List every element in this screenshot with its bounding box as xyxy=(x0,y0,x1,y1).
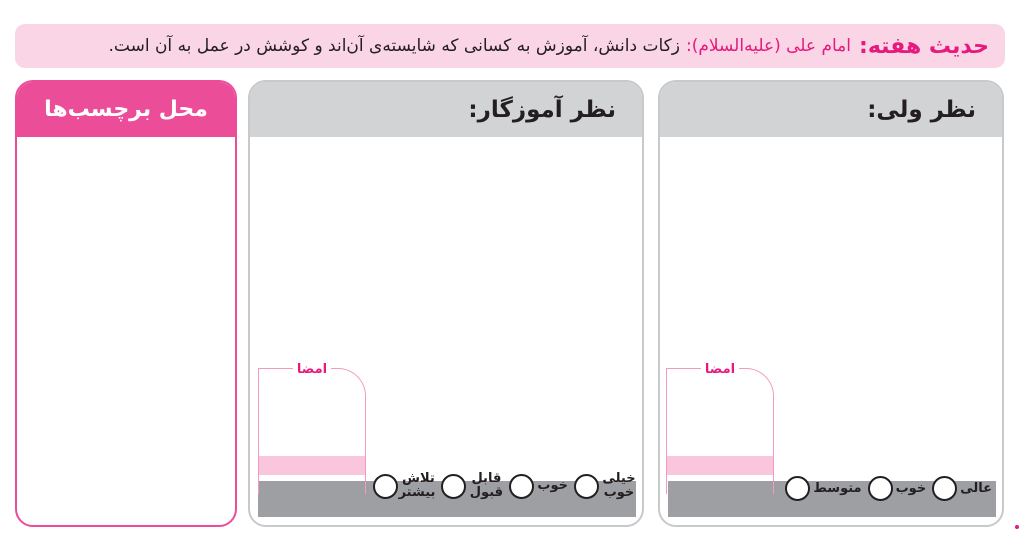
parent-rating-good-label: خوب xyxy=(895,480,927,496)
parent-opinion-title: نظر ولی: xyxy=(660,82,1002,137)
parent-rating-good-radio[interactable] xyxy=(868,476,893,501)
parent-signature-band xyxy=(667,456,773,475)
parent-ratings xyxy=(779,476,992,501)
teacher-rating-acceptable[interactable] xyxy=(441,472,503,500)
hadith-banner xyxy=(15,24,1005,68)
teacher-rating-more-effort[interactable] xyxy=(373,472,435,500)
teacher-opinion-title: نظر آموزگار: xyxy=(250,82,642,137)
parent-rating-excellent[interactable] xyxy=(932,476,992,501)
sticker-box-title: محل برچسب‌ها xyxy=(17,82,235,137)
teacher-rating-acceptable-label: قابل قبول xyxy=(469,471,504,500)
teacher-rating-more-effort-radio[interactable] xyxy=(373,474,398,499)
teacher-rating-acceptable-radio[interactable] xyxy=(441,474,466,499)
page-mark xyxy=(1015,525,1019,529)
parent-rating-good[interactable] xyxy=(868,476,927,501)
teacher-signature-area[interactable] xyxy=(258,362,366,494)
parent-opinion-box xyxy=(658,80,1004,527)
teacher-signature-label: امضا xyxy=(293,362,331,377)
teacher-rating-very-good[interactable] xyxy=(574,472,636,500)
parent-signature-area[interactable] xyxy=(666,362,774,494)
teacher-rating-more-effort-label: تلاش بیشتر xyxy=(398,471,436,500)
teacher-signature-band xyxy=(259,456,365,475)
teacher-rating-very-good-radio[interactable] xyxy=(574,474,599,499)
parent-rating-excellent-label: عالی xyxy=(960,480,992,496)
parent-rating-average[interactable] xyxy=(785,476,861,501)
parent-rating-excellent-radio[interactable] xyxy=(932,476,957,501)
hadith-title: حدیث هفته: xyxy=(859,33,989,59)
teacher-rating-very-good-label: خیلی خوب xyxy=(602,471,636,500)
teacher-rating-good-label: خوب xyxy=(537,478,568,493)
hadith-speaker: امام علی (علیه‌السلام): xyxy=(685,36,852,56)
teacher-rating-good-radio[interactable] xyxy=(509,474,534,499)
parent-signature-label: امضا xyxy=(701,362,739,377)
parent-rating-average-radio[interactable] xyxy=(785,476,810,501)
parent-rating-average-label: متوسط xyxy=(813,480,862,496)
teacher-opinion-box xyxy=(248,80,644,527)
teacher-rating-good[interactable] xyxy=(509,474,568,499)
sticker-box xyxy=(15,80,237,527)
hadith-text: زکات دانش، آموزش به کسانی که شایسته‌ی آن‌اند و کوشش در عمل به آن است. xyxy=(108,36,680,56)
teacher-ratings xyxy=(367,472,636,500)
